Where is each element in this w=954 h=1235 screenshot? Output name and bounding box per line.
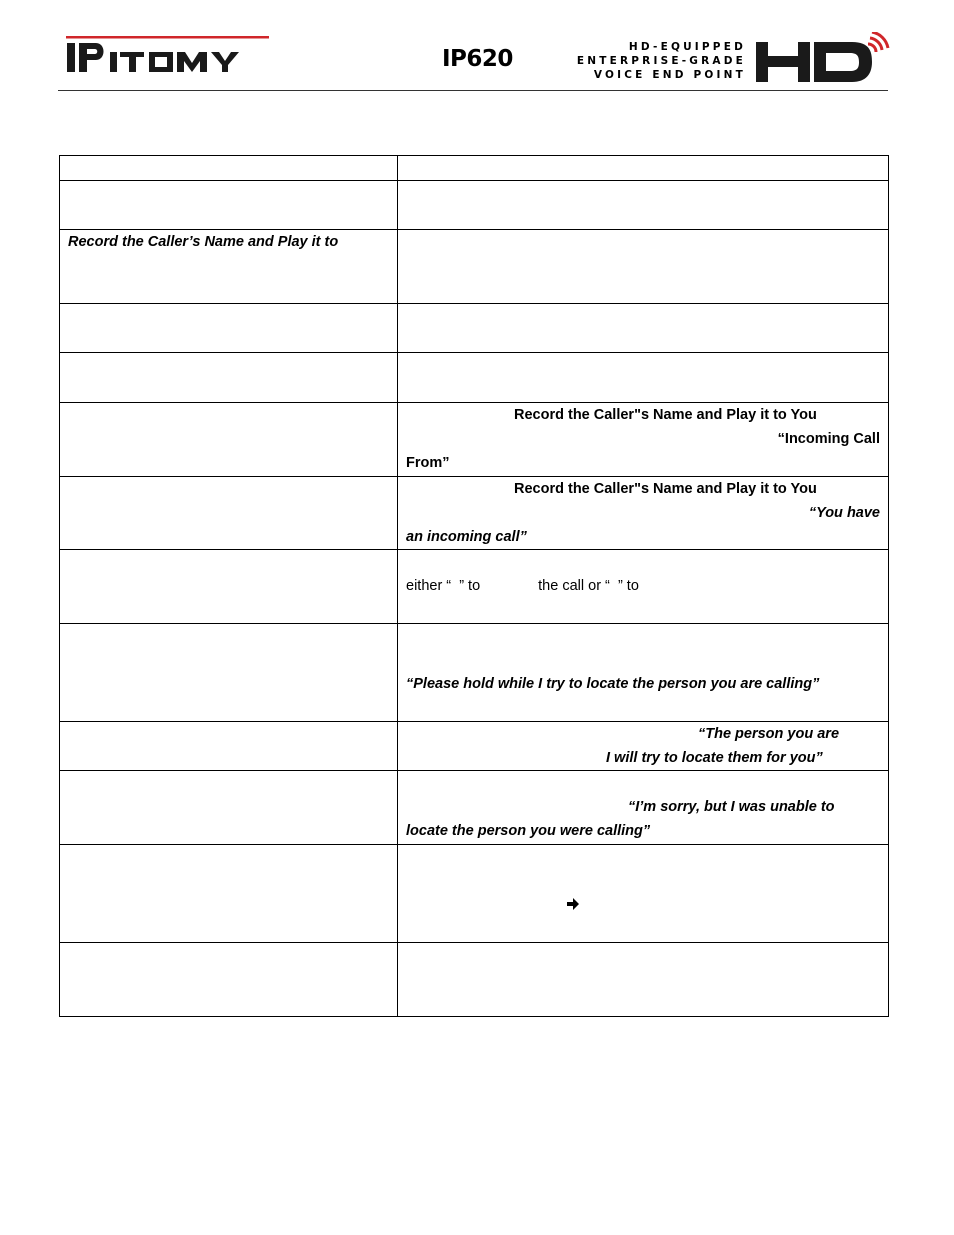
tagline-line: ENTERPRISE-GRADE (576, 55, 746, 67)
page-header (0, 0, 954, 92)
arrow-line (406, 893, 880, 917)
tagline (577, 40, 746, 82)
tagline-line: HD-EQUIPPED (628, 41, 746, 53)
text-fragment: ” to (459, 578, 481, 594)
table-cell (60, 304, 398, 353)
table-row (60, 477, 889, 550)
table-cell (398, 353, 889, 403)
prompt-text: locate the person you were calling” (406, 823, 651, 839)
text-fragment: the call or “ (538, 578, 610, 594)
table-row (60, 353, 889, 403)
table-row (60, 722, 889, 771)
text-fragment: either “ (406, 578, 452, 594)
table-row (60, 304, 889, 353)
table-row (60, 943, 889, 1017)
table-cell (60, 943, 398, 1017)
prompt-text: an incoming call” (406, 529, 527, 545)
table-cell (398, 943, 889, 1017)
table-cell (60, 403, 398, 477)
table-cell (60, 181, 398, 230)
prompt-text: “I’m sorry, but I was unable to (628, 799, 835, 815)
table-row (60, 181, 889, 230)
tagline-line: VOICE END POINT (593, 69, 746, 81)
feature-table (59, 155, 889, 1017)
prompt-text: “The person you are (698, 726, 840, 742)
hd-badge-icon (754, 32, 890, 84)
table-row (60, 845, 889, 943)
table-row (60, 771, 889, 845)
text-fragment: ” to (617, 578, 639, 594)
table-cell (60, 353, 398, 403)
prompt-text: I will try to locate them for you” (606, 750, 823, 766)
table-cell (398, 156, 889, 181)
table-cell (60, 550, 398, 624)
table-cell (398, 845, 889, 943)
table-cell (60, 845, 398, 943)
table-row (60, 230, 889, 304)
table-cell (398, 550, 889, 624)
option-name: Record the Caller"s Name and Play it to You (514, 481, 817, 497)
table-cell (398, 771, 889, 845)
table-cell (398, 624, 889, 722)
table-row (60, 550, 889, 624)
table-cell (398, 477, 889, 550)
prompt-text: From” (406, 455, 450, 471)
table-cell (60, 624, 398, 722)
table-cell (60, 477, 398, 550)
table-cell (398, 722, 889, 771)
table-cell (398, 403, 889, 477)
instruction-line (406, 574, 880, 598)
right-arrow-icon (566, 897, 580, 911)
prompt-text: “You have (808, 505, 880, 521)
model-title: IP620 (442, 46, 513, 72)
option-name: Record the Caller"s Name and Play it to You (514, 407, 817, 423)
table-row (60, 156, 889, 181)
ipitomy-logo (66, 33, 271, 75)
table-cell (398, 304, 889, 353)
prompt-text: “Please hold while I try to locate the person you are calling” (406, 676, 820, 692)
prompt-text: “Incoming Call (777, 431, 880, 447)
table-row (60, 624, 889, 722)
header-divider (58, 90, 888, 91)
table-cell (60, 722, 398, 771)
table-cell (398, 230, 889, 304)
table-cell (60, 156, 398, 181)
option-label: Record the Caller’s Name and Play it to (68, 234, 339, 250)
table-cell (398, 181, 889, 230)
table-cell (60, 771, 398, 845)
table-row (60, 403, 889, 477)
table-cell (60, 230, 398, 304)
